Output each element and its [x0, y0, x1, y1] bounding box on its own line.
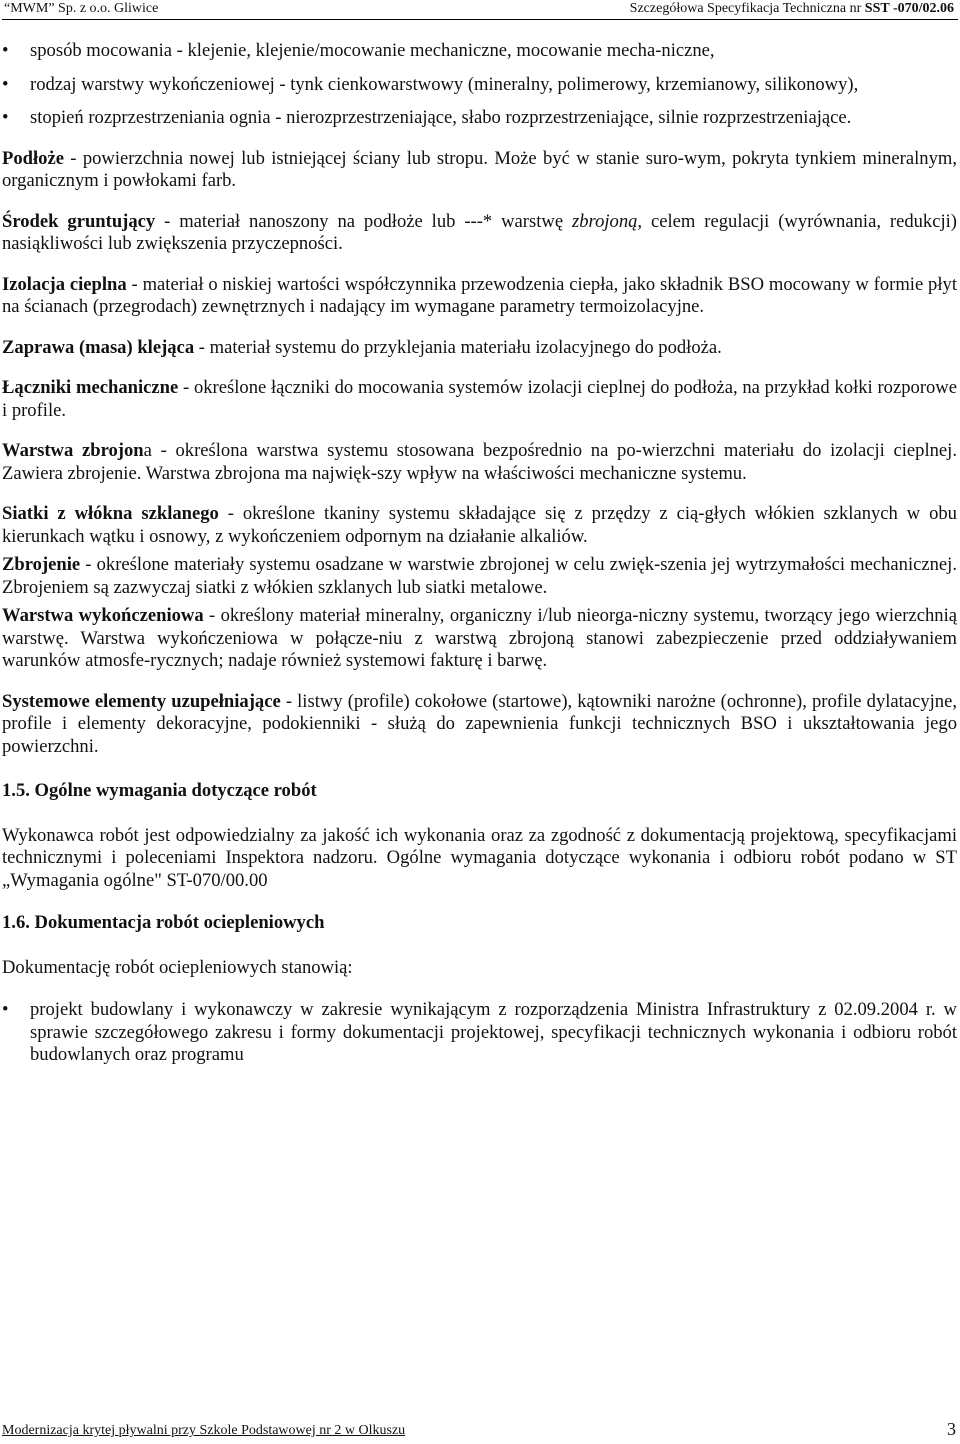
section-1-5-text: Wykonawca robót jest odpowiedzialny za jakość ich wykonania oraz za zgodność z dokumentacją projektową, specyfikacjami technicznymi i poleceniami Inspektora nadzoru. Ogólne wymagania dotyczące wykonania i odbioru robót podano w ST „Wymagania ogólne" ST-070/00.00 [2, 824, 957, 891]
list-item [2, 107, 957, 130]
header-spec-prefix: Szczegółowa Specyfikacja Techniczna nr [629, 1, 865, 16]
definition-text: - materiał nanoszony na podłoże lub ---* warstwę [155, 210, 572, 232]
bullet-dot: • [2, 999, 9, 1020]
definition-systemowe-elementy [2, 691, 957, 759]
definition-text: - powierzchnia nowej lub istniejącej ściany lub stropu. Może być w stanie suro-wym, pokryta tynkiem mineralnym, organicznym i powłokami farb. [2, 147, 957, 191]
section-heading-1-5: 1.5. Ogólne wymagania dotyczące robót [2, 780, 317, 801]
definition-siatki [2, 503, 957, 548]
definition-zaprawa-klejaca [2, 337, 957, 360]
footer-project-title: Modernizacja krytej pływalni przy Szkole Podstawowej nr 2 w Olkuszu [2, 1423, 406, 1438]
definition-term: Środek gruntujący [2, 210, 156, 232]
definition-text: - określony materiał mineralny, organiczny i/lub nieorga-niczny systemu, tworzący jego wierzchnią warstwę. Warstwa wykończeniowa w połącze-niu z warstwą zbrojoną stanowi zabezpieczenie przed oddziaływaniem warunków atmosfe-rycznych; nadaje również systemowi fakturę i barwę. [2, 605, 957, 671]
definition-warstwa-wykonczeniowa [2, 605, 957, 673]
definition-term: Systemowe elementy uzupełniające [2, 690, 281, 712]
section-1-6-intro: Dokumentację robót ociepleniowych stanowią: [2, 956, 353, 978]
definition-zbrojenie [2, 554, 957, 599]
list-item-text: stopień rozprzestrzeniania ognia - nierozprzestrzeniające, słabo rozprzestrzeniające, silnie rozprzestrzeniające. [30, 107, 852, 128]
bullet-dot: • [2, 107, 9, 128]
list-item [2, 74, 957, 97]
definition-term: Warstwa zbrojon [2, 440, 144, 461]
definition-term: Warstwa wykończeniowa [2, 605, 204, 626]
definition-term: Zaprawa (masa) klejąca [2, 336, 195, 358]
definition-term: Izolacja cieplna [2, 273, 127, 295]
page-header [0, 0, 960, 19]
definition-text: - określone łączniki do mocowania systemów izolacji cieplnej do podłoża, na przykład kołki rozporowe i profile. [2, 377, 957, 421]
definition-izolacja-cieplna [2, 274, 957, 319]
definition-term: Zbrojenie [2, 554, 81, 575]
list-item-text: projekt budowlany i wykonawczy w zakresie wynikającym z rozporządzenia Ministra Infrastruktury z 02.09.2004 r. w sprawie szczegółowego zakresu i formy dokumentacji projektowej, specyfikacji technicznych wykonania i odbioru robót budowlanych oraz programu [30, 999, 957, 1065]
list-item [2, 40, 957, 63]
definition-text: - określone materiały systemu osadzane w warstwie zbrojonej w celu zwięk-szenia jej wytrzymałości mechanicznej. Zbrojeniem są zazwyczaj siatki z włókien szklanych lub siatki metalowe. [2, 554, 957, 598]
header-rule [2, 19, 958, 20]
bullet-dot: • [2, 73, 9, 95]
definition-term: Podłoże [2, 147, 64, 169]
header-spec-code: SST -070/02.06 [864, 1, 954, 16]
definition-term: Siatki z włókna szklanego [2, 503, 219, 524]
bullet-dot: • [2, 40, 9, 61]
list-item [2, 999, 957, 1067]
definition-podloze [2, 148, 957, 193]
definition-italic: zbrojoną, [571, 210, 643, 232]
definition-text: - materiał o niskiej wartości współczynnika przewodzenia ciepła, jako składnik BSO mocowany w formie płyt na ścianach (przegrodach) zewnętrznych i nadający im wymagane parametry termoizolacyjne. [2, 273, 957, 317]
document-body [2, 40, 957, 1078]
definition-warstwa-zbrojona [2, 440, 957, 485]
definition-text: a - określona warstwa systemu stosowana bezpośrednio na po-wierzchni materiału do izolacji cieplnej. Zawiera zbrojenie. Warstwa zbrojona ma najwięk-szy wpływ na właściwości mechaniczne systemu. [2, 440, 957, 484]
definition-text: - listwy (profile) cokołowe (startowe), kątowniki narożne (ochronne), profile dylatacyjne, profile i elementy dekoracyjne, podokienniki - służą do zapewnienia funkcji technicznych BSO i ukształtowania jego powierzchni. [2, 690, 957, 757]
list-item-text: rodzaj warstwy wykończeniowej - tynk cienkowarstwowy (mineralny, polimerowy, krzemianowy, silikonowy), [30, 73, 859, 95]
definition-laczniki-mechaniczne [2, 377, 957, 422]
definition-term: Łączniki mechaniczne [2, 377, 179, 398]
header-spec-title [630, 1, 954, 17]
definition-text-2: celem regulacji (wyrównania, redukcji) nasiąkliwości lub zwiększenia przyczepności. [2, 210, 957, 254]
definition-text: - określone tkaniny systemu składające się z przędzy z cią-głych włókien szklanych w obu kierunkach wątku i osnowy, z wykończeniem odpornym na działanie alkaliów. [2, 503, 957, 547]
page-number: 3 [947, 1419, 956, 1439]
definition-srodek-gruntujacy [2, 211, 957, 256]
header-company: “MWM” Sp. z o.o. Gliwice [4, 1, 159, 16]
section-heading-1-6: 1.6. Dokumentacja robót ociepleniowych [2, 912, 325, 933]
list-item-text: sposób mocowania - klejenie, klejenie/mocowanie mechaniczne, mocowanie mecha-niczne, [30, 40, 715, 61]
definition-text: - materiał systemu do przyklejania materiału izolacyjnego do podłoża. [194, 336, 722, 358]
